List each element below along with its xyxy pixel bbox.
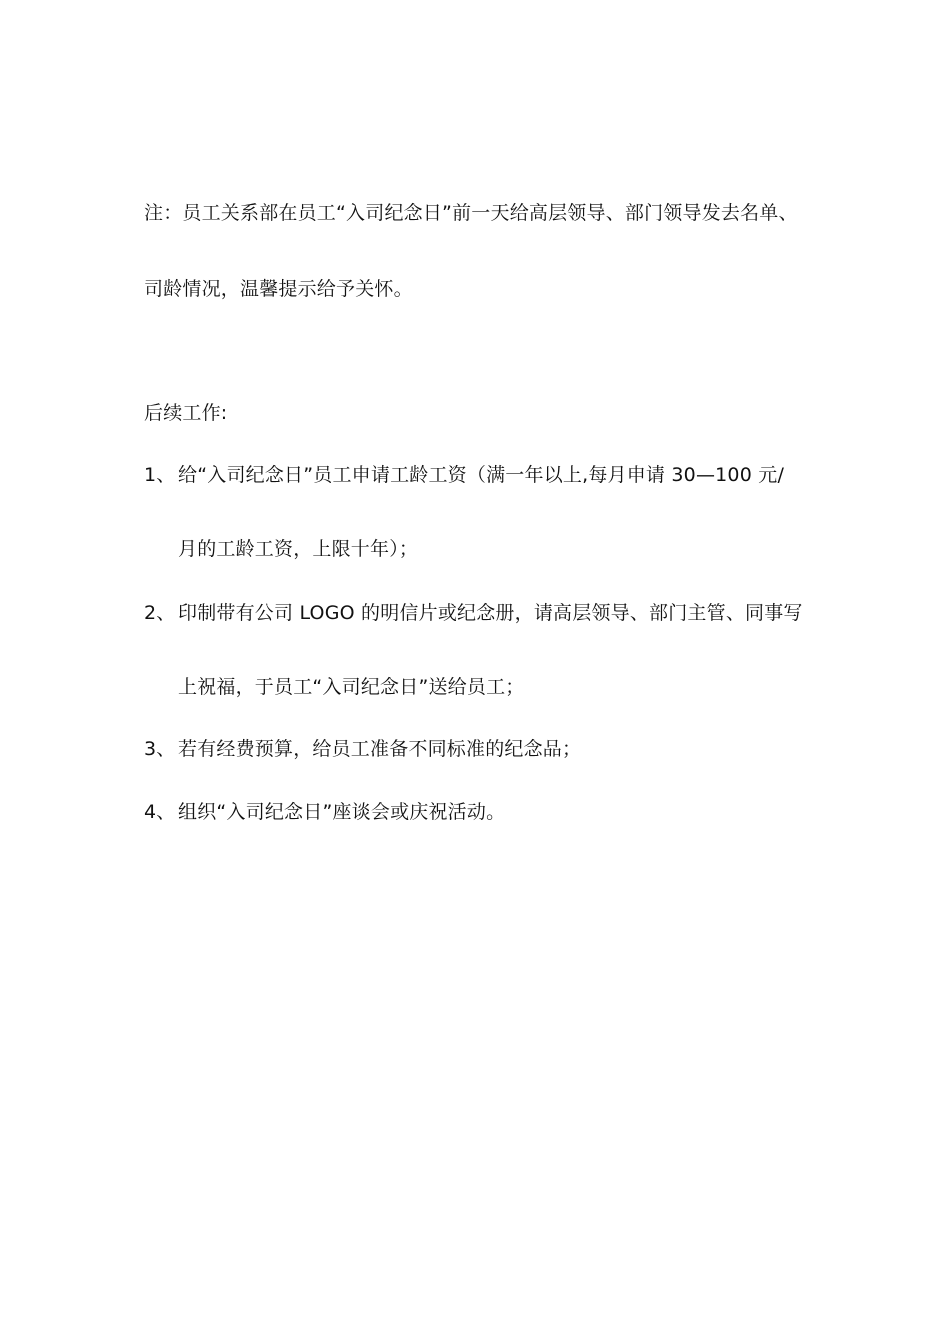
followup-item-1 bbox=[144, 463, 784, 487]
item-text: 若有经费预算，给员工准备不同标准的纪念品； bbox=[178, 738, 582, 760]
followup-heading: 后续工作: bbox=[144, 402, 228, 424]
item-text: 印制带有公司 LOGO 的明信片或纪念册，请高层领导、部门主管、同事写 bbox=[178, 602, 803, 624]
item-text: 给“入司纪念日”员工申请工龄工资（满一年以上,每月申请 30—100 元/ bbox=[178, 464, 785, 486]
item-number: 2、 bbox=[144, 602, 176, 624]
followup-item-1-continuation: 月的工龄工资，上限十年）； bbox=[178, 538, 419, 560]
note-line-1: 注：员工关系部在员工“入司纪念日”前一天给高层领导、部门领导发去名单、 bbox=[144, 202, 798, 224]
followup-item-2 bbox=[144, 601, 803, 625]
note-line-2: 司龄情况，温馨提示给予关怀。 bbox=[144, 278, 413, 300]
followup-item-2-continuation: 上祝福，于员工“入司纪念日”送给员工； bbox=[178, 676, 525, 698]
item-text: 组织“入司纪念日”座谈会或庆祝活动。 bbox=[178, 801, 506, 823]
item-number: 4、 bbox=[144, 801, 176, 823]
followup-item-3 bbox=[144, 737, 581, 761]
followup-item-4 bbox=[144, 800, 505, 824]
item-number: 3、 bbox=[144, 738, 176, 760]
item-number: 1、 bbox=[144, 464, 176, 486]
